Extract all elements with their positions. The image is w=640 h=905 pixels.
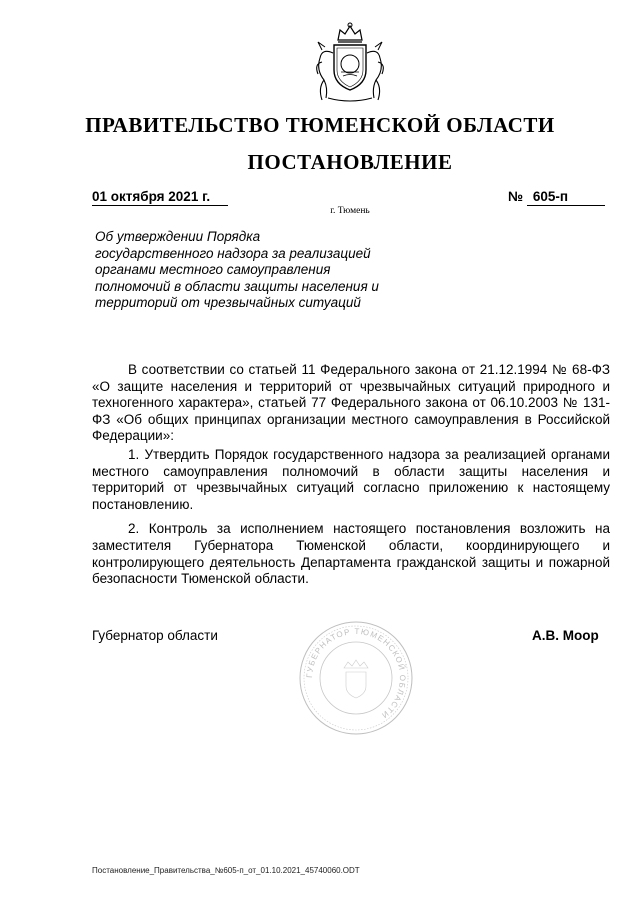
subject-line: территорий от чрезвычайных ситуаций	[95, 295, 361, 310]
document-type-title: ПОСТАНОВЛЕНИЕ	[247, 150, 453, 174]
subject-line: органами местного самоуправления	[95, 262, 331, 277]
government-title: ПРАВИТЕЛЬСТВО ТЮМЕНСКОЙ ОБЛАСТИ	[85, 113, 555, 137]
subject-line: Об утверждении Порядка	[95, 229, 261, 244]
subject-line: полномочий в области защиты населения и	[95, 278, 379, 294]
document-subject	[95, 229, 405, 312]
signatory-position: Губернатор области	[92, 628, 218, 643]
item-1-paragraph: 1. Утвердить Порядок государственного надзора за реализацией органами местного самоуправления полномочий в области защиты населения и территорий от чрезвычайных ситуаций согласно приложению к настоящему постановлению.	[92, 446, 610, 512]
document-number	[508, 188, 605, 206]
city-label: г. Тюмень	[330, 206, 370, 216]
document-date: 01 октября 2021 г.	[92, 188, 228, 206]
svg-text:ГУБЕРНАТОР ТЮМЕНСКОЙ ОБЛАСТИ: ГУБЕРНАТОР ТЮМЕНСКОЙ ОБЛАСТИ	[304, 626, 408, 721]
signatory-name: А.В. Моор	[532, 628, 599, 643]
item-2-paragraph: 2. Контроль за исполнением настоящего постановления возложить на заместителя Губернатора Тюменской области, координирующего и контролирующего деятельность Департамента гражданской защиты и пожарной безопасности Тюменской области.	[92, 521, 610, 587]
preamble-paragraph: В соответствии со статьей 11 Федерального закона от 21.12.1994 № 68-ФЗ «О защите населения и территорий от чрезвычайных ситуаций природного и техногенного характера», статьей 77 Федерального закона от 06.10.2003 № 131-ФЗ «Об общих принципах организации местного самоуправления в Российской Федерации»:	[92, 362, 610, 444]
official-seal-stamp	[296, 618, 416, 738]
subject-line: государственного надзора за реализацией	[95, 245, 371, 261]
document-body	[92, 362, 610, 596]
coat-of-arms-emblem	[300, 18, 400, 106]
number-value: 605-п	[527, 188, 605, 206]
number-sign: №	[508, 189, 524, 204]
document-filename-footer: Постановление_Правительства_№605-п_от_01.10.2021_45740060.ODT	[92, 866, 360, 875]
